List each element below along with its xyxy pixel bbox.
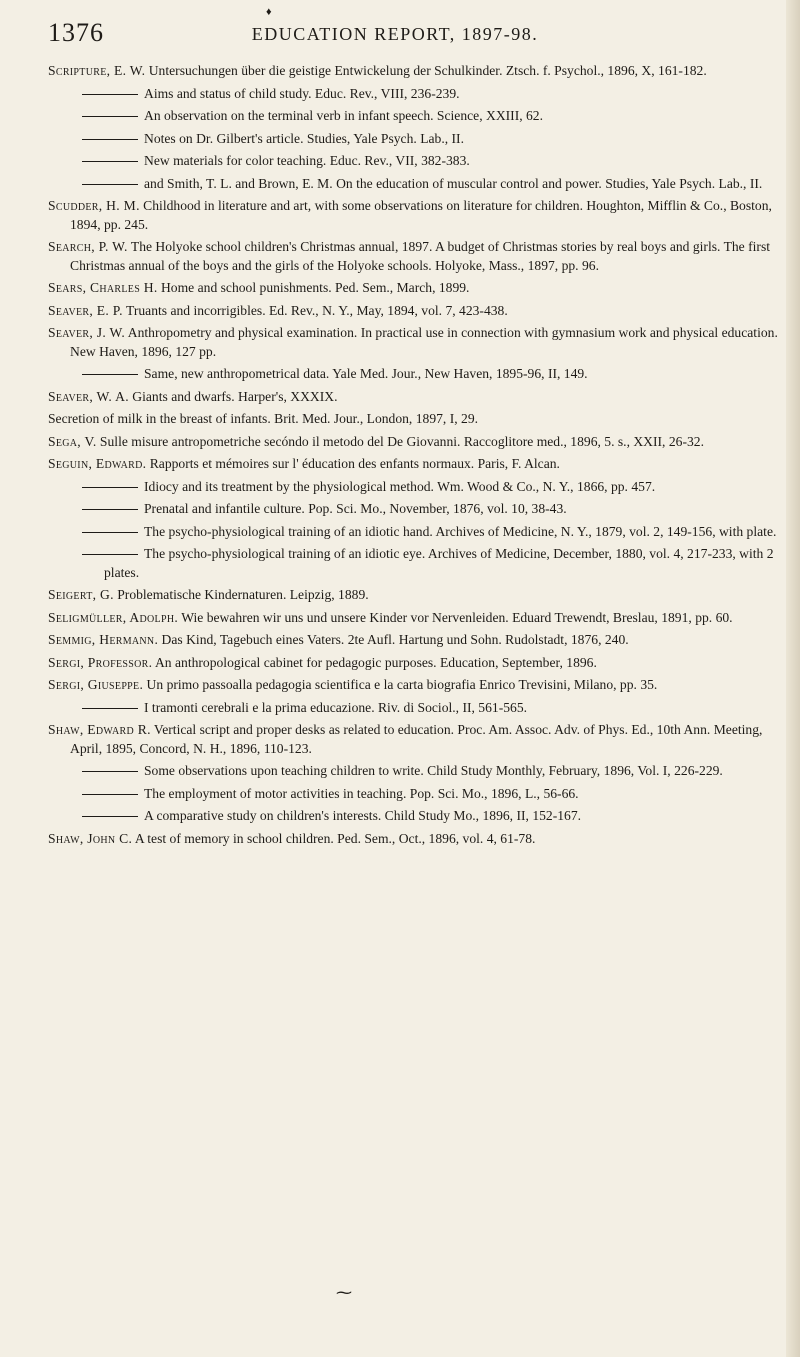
ditto-dash — [82, 816, 138, 817]
entry-citation: A test of memory in school children. Ped. Sem., Oct., 1896, vol. 4, 61-78. — [132, 830, 536, 846]
entry-citation: Secretion of milk in the breast of infants. Brit. Med. Jour., London, 1897, I, 29. — [48, 411, 479, 426]
entry-citation: Idiocy and its treatment by the physiological method. Wm. Wood & Co., N. Y., 1866, pp. 457. — [144, 478, 656, 494]
bibliography-entry — [82, 545, 782, 582]
entry-citation: The employment of motor activities in teaching. Pop. Sci. Mo., 1896, L., 56-66. — [144, 785, 579, 801]
entry-citation: Un primo passoalla pedagogia scientifica e la carta biografia Enrico Trevisini, Milano, pp. 35. — [143, 677, 658, 692]
bibliography-entry — [48, 830, 782, 849]
entry-citation: Same, new anthropometrical data. Yale Med. Jour., New Haven, 1895-96, II, 149. — [144, 366, 588, 381]
bibliography-entry — [48, 324, 782, 361]
bibliography-entry — [82, 500, 782, 519]
entry-author: Sears, Charles H. — [48, 280, 158, 295]
entry-author: Sergi, Professor. — [48, 654, 153, 670]
entry-citation: Home and school punishments. Ped. Sem., March, 1899. — [157, 280, 470, 295]
entry-author: Shaw, Edward R. — [48, 722, 151, 737]
entry-citation: Sulle misure antropometriche secóndo il metodo del De Giovanni. Raccoglitore med., 1896, 5. s., XXII, 26-32. — [96, 433, 704, 449]
ditto-dash — [82, 116, 138, 117]
ditto-dash — [82, 708, 138, 709]
entry-author: Sergi, Giuseppe. — [48, 677, 144, 692]
entry-citation: New materials for color teaching. Educ. Rev., VII, 382-383. — [144, 153, 470, 168]
entry-author: Seguin, Edward. — [48, 456, 147, 471]
entry-author: Sega, V. — [48, 433, 97, 449]
closing-ornament: ⁓ — [336, 1285, 352, 1302]
entry-citation: Anthropometry and physical examination. In practical use in connection with gymnasium work and physical education. New Haven, 1896, 127 pp. — [70, 325, 778, 359]
entry-citation: Problematische Kindernaturen. Leipzig, 1889. — [113, 587, 369, 602]
bibliography-entry — [48, 279, 782, 298]
entry-author: Seaver, E. P. — [48, 302, 123, 318]
entry-author: Semmig, Hermann. — [48, 632, 159, 647]
entry-citation: The Holyoke school children's Christmas annual, 1897. A budget of Christmas stories by real boys and girls. The first Christmas annual of the boys and the girls of the Holyoke schools. Holyoke, Mass., 1897, pp. 96. — [70, 239, 771, 273]
bibliography-entry — [82, 523, 782, 542]
bibliography-entry — [48, 410, 782, 429]
ditto-dash — [82, 139, 138, 140]
bibliography-entry — [48, 676, 782, 695]
ditto-dash — [82, 184, 138, 185]
ditto-dash — [82, 794, 138, 795]
bibliography-entry — [48, 388, 782, 407]
entry-citation: The psycho-physiological training of an idiotic hand. Archives of Medicine, N. Y., 1879, vol. 2, 149-156, with plate. — [144, 523, 777, 539]
bibliography-entry — [48, 721, 782, 758]
bibliography-entry — [82, 152, 782, 171]
ditto-dash — [82, 161, 138, 162]
bibliography-list — [48, 62, 782, 848]
bibliography-entry — [82, 807, 782, 826]
entry-author: Scudder, H. M. — [48, 198, 140, 213]
print-mark: ♦ — [266, 6, 272, 18]
entry-citation: The psycho-physiological training of an idiotic eye. Archives of Medicine, December, 1880, vol. 4, 217-233, with 2 plates. — [104, 546, 774, 580]
entry-author: Shaw, John C. — [48, 830, 133, 846]
entry-citation: and Smith, T. L. and Brown, E. M. On the education of muscular control and power. Studies, Yale Psych. Lab., II. — [144, 175, 763, 191]
bibliography-entry — [48, 455, 782, 474]
bibliography-entry — [82, 762, 782, 781]
ditto-dash — [82, 509, 138, 510]
entry-citation: Notes on Dr. Gilbert's article. Studies, Yale Psych. Lab., II. — [144, 130, 464, 146]
ditto-dash — [82, 554, 138, 555]
entry-citation: An observation on the terminal verb in infant speech. Science, XXIII, 62. — [144, 108, 544, 123]
bibliography-entry — [48, 302, 782, 321]
running-title: EDUCATION REPORT, 1897-98. — [251, 24, 539, 44]
ditto-dash — [82, 374, 138, 375]
entry-citation: Prenatal and infantile culture. Pop. Sci. Mo., November, 1876, vol. 10, 38-43. — [144, 501, 567, 516]
entry-citation: Das Kind, Tagebuch eines Vaters. 2te Aufl. Hartung und Sohn. Rudolstadt, 1876, 240. — [158, 632, 629, 647]
entry-author: Scripture, E. W. — [48, 63, 146, 78]
bibliography-entry — [48, 197, 782, 234]
bibliography-entry — [82, 85, 782, 104]
entry-citation: A comparative study on children's interests. Child Study Mo., 1896, II, 152-167. — [144, 808, 582, 823]
bibliography-entry — [48, 631, 782, 650]
bibliography-entry — [82, 699, 782, 718]
entry-citation: I tramonti cerebrali e la prima educazione. Riv. di Sociol., II, 561-565. — [144, 699, 528, 715]
entry-citation: An anthropological cabinet for pedagogic purposes. Education, September, 1896. — [152, 654, 597, 670]
page-number: 1376 — [48, 18, 104, 47]
bibliography-entry — [48, 433, 782, 452]
page-header — [48, 6, 782, 48]
entry-citation: Truants and incorrigibles. Ed. Rev., N. Y., May, 1894, vol. 7, 423-438. — [122, 302, 508, 318]
entry-citation: Giants and dwarfs. Harper's, XXXIX. — [128, 388, 338, 404]
entry-author: Seligmüller, Adolph. — [48, 609, 179, 625]
entry-citation: Wie bewahren wir uns und unsere Kinder vor Nervenleiden. Eduard Trewendt, Breslau, 1891, pp. 60. — [178, 609, 733, 625]
bibliography-entry — [48, 62, 782, 81]
bibliography-entry — [82, 785, 782, 804]
entry-author: Seigert, G. — [48, 587, 114, 602]
entry-author: Search, P. W. — [48, 239, 128, 254]
entry-citation: Untersuchungen über die geistige Entwickelung der Schulkinder. Ztsch. f. Psychol., 1896, X, 161-182. — [145, 63, 707, 78]
page-edge-shadow — [786, 0, 800, 1357]
bibliography-entry — [82, 107, 782, 126]
ditto-dash — [82, 487, 138, 488]
entry-citation: Childhood in literature and art, with some observations on literature for children. Houghton, Mifflin & Co., Boston, 1894, pp. 245. — [70, 198, 772, 232]
bibliography-entry — [48, 586, 782, 605]
bibliography-entry — [82, 478, 782, 497]
entry-author: Seaver, J. W. — [48, 325, 126, 340]
ditto-dash — [82, 532, 138, 533]
bibliography-entry — [48, 238, 782, 275]
bibliography-entry — [82, 365, 782, 384]
entry-author: Seaver, W. A. — [48, 388, 129, 404]
entry-citation: Rapports et mémoires sur l' éducation des enfants normaux. Paris, F. Alcan. — [146, 456, 560, 471]
ditto-dash — [82, 94, 138, 95]
bibliography-entry — [82, 130, 782, 149]
bibliography-entry — [48, 654, 782, 673]
entry-citation: Aims and status of child study. Educ. Rev., VIII, 236-239. — [144, 85, 460, 101]
bibliography-entry — [82, 175, 782, 194]
entry-citation: Vertical script and proper desks as related to education. Proc. Am. Assoc. Adv. of Phys. Ed., 10th Ann. Meeting, April, 1895, Concord, N. H., 1896, 110-123. — [70, 722, 763, 756]
bibliography-entry — [48, 609, 782, 628]
entry-citation: Some observations upon teaching children to write. Child Study Monthly, February, 1896, Vol. I, 226-229. — [144, 763, 723, 778]
ditto-dash — [82, 771, 138, 772]
